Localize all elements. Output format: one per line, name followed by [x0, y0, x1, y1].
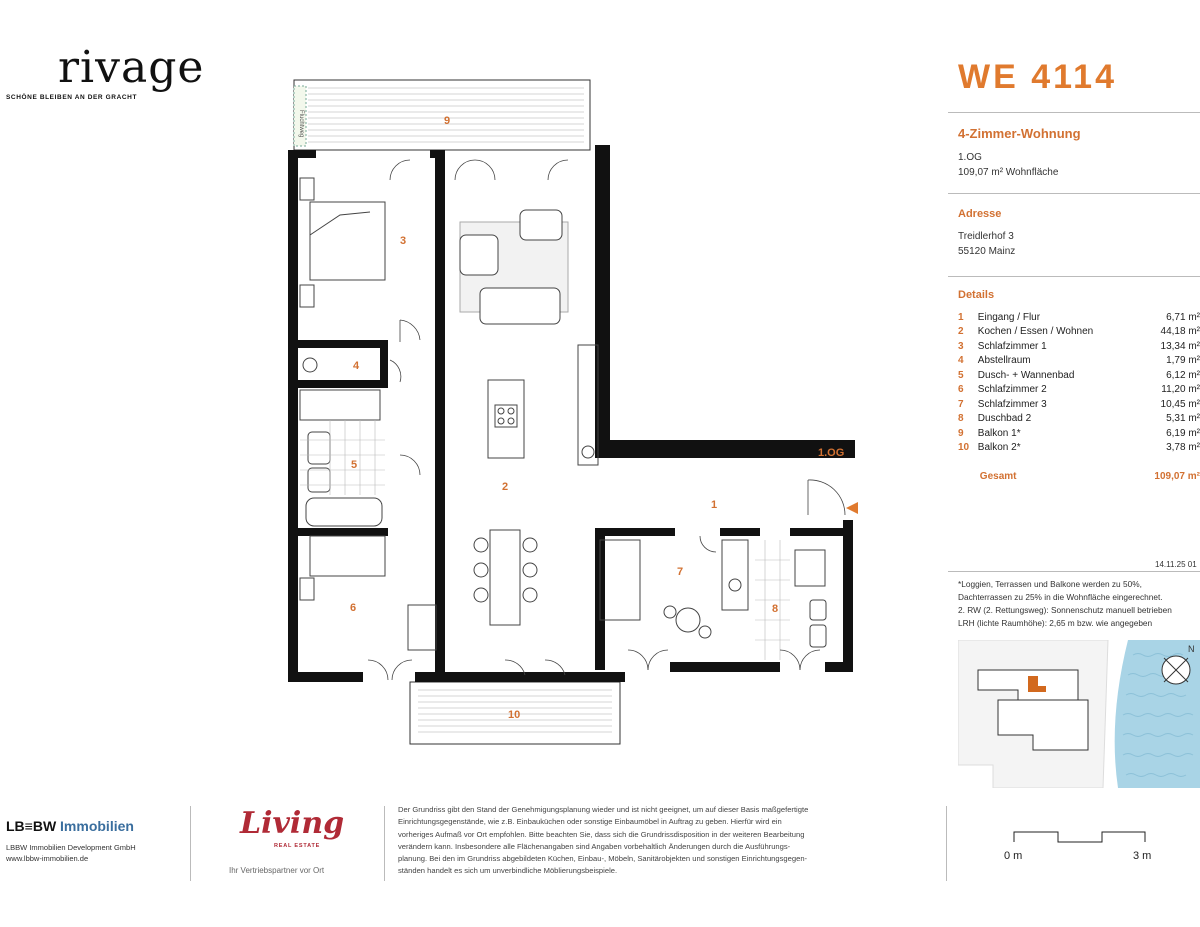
lbbw-url: www.lbbw-immobilien.de [6, 854, 89, 863]
room-label-3: 3 [400, 235, 407, 247]
scale-start-label: 0 m [1004, 850, 1023, 862]
disclaimer-line: planung. Bei den im Grundriss abgebildeten Küchen, Einbau-, Möbeln, Sanitärobjekten und sonstigen Einrichtungsgegen- [398, 854, 808, 864]
walls [288, 145, 855, 682]
disclaimer-line: ständen handelt es sich um unverbindliche Möblierungsbeispiele. [398, 866, 618, 876]
room-label-7: 7 [677, 566, 684, 578]
shelf-5 [300, 390, 380, 420]
divider [948, 276, 1200, 277]
detail-row [958, 354, 1200, 369]
detail-row [958, 310, 1200, 325]
room-area: 11,20 m² [1161, 384, 1200, 396]
footer-separator [190, 806, 191, 881]
room-number: 4 [958, 355, 964, 367]
room-name: Kochen / Essen / Wohnen [977, 326, 1094, 338]
footer-separator [946, 806, 947, 881]
unit-type: 4-Zimmer-Wohnung [958, 126, 1081, 141]
detail-row [958, 426, 1200, 441]
room-label-10: 10 [508, 709, 521, 721]
scale-bar [1012, 828, 1147, 846]
lbbw-logo: LB≡BW Immobilien [6, 818, 134, 834]
room-area: 44,18 m² [1160, 326, 1200, 338]
bathtub [306, 498, 382, 526]
total-row [958, 470, 1200, 485]
unit-floor: 1.OG [958, 152, 982, 163]
room-number: 1 [958, 311, 964, 323]
balcony-9 [294, 80, 590, 150]
kitchen-island [488, 380, 524, 458]
detail-row [958, 368, 1200, 383]
room-label-6: 6 [350, 602, 357, 614]
detail-row [958, 412, 1200, 427]
divider [948, 571, 1200, 572]
footer-separator [384, 806, 385, 881]
furniture [300, 178, 826, 650]
floor-plan [270, 70, 870, 760]
room-label-9: 9 [444, 115, 451, 127]
bed-3 [310, 202, 385, 280]
logo-tagline: SCHÖNE BLEIBEN AN DER GRACHT [6, 94, 138, 101]
room-number: 7 [958, 398, 964, 410]
desk-6 [408, 605, 436, 650]
details-table [958, 310, 1200, 484]
shower-8 [795, 550, 825, 586]
sofa [480, 288, 560, 324]
address-street: Treidlerhof 3 [958, 231, 1014, 242]
room-area: 3,78 m² [1166, 442, 1200, 454]
room-name: Schlafzimmer 2 [977, 384, 1047, 396]
room-name: Balkon 2* [977, 442, 1021, 454]
living-tagline: Ihr Vertriebspartner vor Ort [229, 866, 325, 875]
room-number: 10 [958, 442, 970, 454]
footnote-line: Dachterrassen zu 25% in die Wohnfläche eingerechnet. [958, 592, 1163, 602]
detail-row [958, 339, 1200, 354]
bed-6 [310, 536, 385, 576]
footnotes [958, 578, 1200, 630]
room-label-2: 2 [502, 481, 509, 493]
room-name: Eingang / Flur [977, 311, 1041, 323]
room-name: Abstellraum [977, 355, 1031, 367]
room-name: Dusch- + Wannenbad [977, 369, 1075, 381]
scale-end-label: 3 m [1133, 850, 1152, 862]
room-label-5: 5 [351, 459, 358, 471]
bed-7 [600, 540, 640, 620]
escape-route-label: Fluchtweg [298, 110, 304, 138]
unit-area: 109,07 m² Wohnfläche [958, 167, 1059, 178]
room-number: 3 [958, 340, 964, 352]
room-name: Balkon 1* [977, 427, 1021, 439]
room-label-8: 8 [772, 603, 779, 615]
detail-row [958, 325, 1200, 340]
divider [948, 112, 1200, 113]
room-area: 6,12 m² [1166, 369, 1200, 381]
room-number: 8 [958, 413, 964, 425]
dining-table [490, 530, 520, 625]
room-number: 2 [958, 326, 964, 338]
total-area: 109,07 m² [1154, 471, 1200, 483]
disclaimer [398, 804, 928, 878]
room-number: 6 [958, 384, 964, 396]
logo-wordmark: rivage [58, 42, 205, 93]
room-area: 13,34 m² [1160, 340, 1200, 352]
room-area: 6,71 m² [1166, 311, 1200, 323]
floor-label: 1.OG [818, 447, 845, 459]
detail-row [958, 383, 1200, 398]
site-map [958, 640, 1200, 788]
room-name: Duschbad 2 [977, 413, 1032, 425]
divider [948, 193, 1200, 194]
room-area: 6,19 m² [1166, 427, 1200, 439]
room-number: 5 [958, 369, 964, 381]
room-area: 5,31 m² [1166, 413, 1200, 425]
lbbw-company: LBBW Immobilien Development GmbH [6, 843, 136, 852]
total-label: Gesamt [979, 471, 1017, 483]
footnote-line: LRH (lichte Raumhöhe): 2,65 m bzw. wie angegeben [958, 618, 1153, 628]
details-heading: Details [958, 289, 995, 301]
date-stamp: 14.11.25 01 [1155, 560, 1197, 569]
detail-row [958, 441, 1200, 456]
compass-north-label: N [1188, 644, 1195, 654]
entry-arrow-icon [846, 502, 858, 514]
footnote-line: *Loggien, Terrassen und Balkone werden zu 50%, [958, 579, 1142, 589]
room-name: Schlafzimmer 3 [977, 398, 1047, 410]
living-logo: Living [240, 806, 345, 841]
unit-title: WE 4114 [958, 58, 1117, 96]
detail-row [958, 397, 1200, 412]
address-heading: Adresse [958, 208, 1002, 220]
living-logo-sub: REAL ESTATE [274, 843, 321, 849]
room-label-4: 4 [353, 360, 360, 372]
room-name: Schlafzimmer 1 [977, 340, 1047, 352]
disclaimer-line: Der Grundriss gibt den Stand der Genehmigungsplanung wieder und ist nicht geeignet, um auf dieser Basis maßgefertigte [398, 805, 809, 814]
room-label-1: 1 [711, 499, 718, 511]
disclaimer-line: Einrichtungsgegenstände, wie z.B. Einbauküchen oder sonstige Einbaumöbel in Auftrag zu geben. Hierfür wird ein [398, 817, 782, 827]
table-7 [676, 608, 700, 632]
room-area: 10,45 m² [1160, 398, 1200, 410]
disclaimer-line: verändern kann. Insbesondere alle Flächenangaben sind Angaben vorbehaltlich Änderungen durch die Ausführungs- [398, 841, 791, 851]
room-number: 9 [958, 427, 964, 439]
address-city: 55120 Mainz [958, 246, 1016, 257]
footnote-line: 2. RW (2. Rettungsweg): Sonnenschutz manuell betrieben [958, 605, 1172, 615]
room-area: 1,79 m² [1166, 355, 1200, 367]
disclaimer-line: vorheriges Aufmaß vor Ort empfohlen. Bitte beachten Sie, dass sich die Grundrissdisposition in der weiteren Bearbeitung [398, 829, 805, 839]
